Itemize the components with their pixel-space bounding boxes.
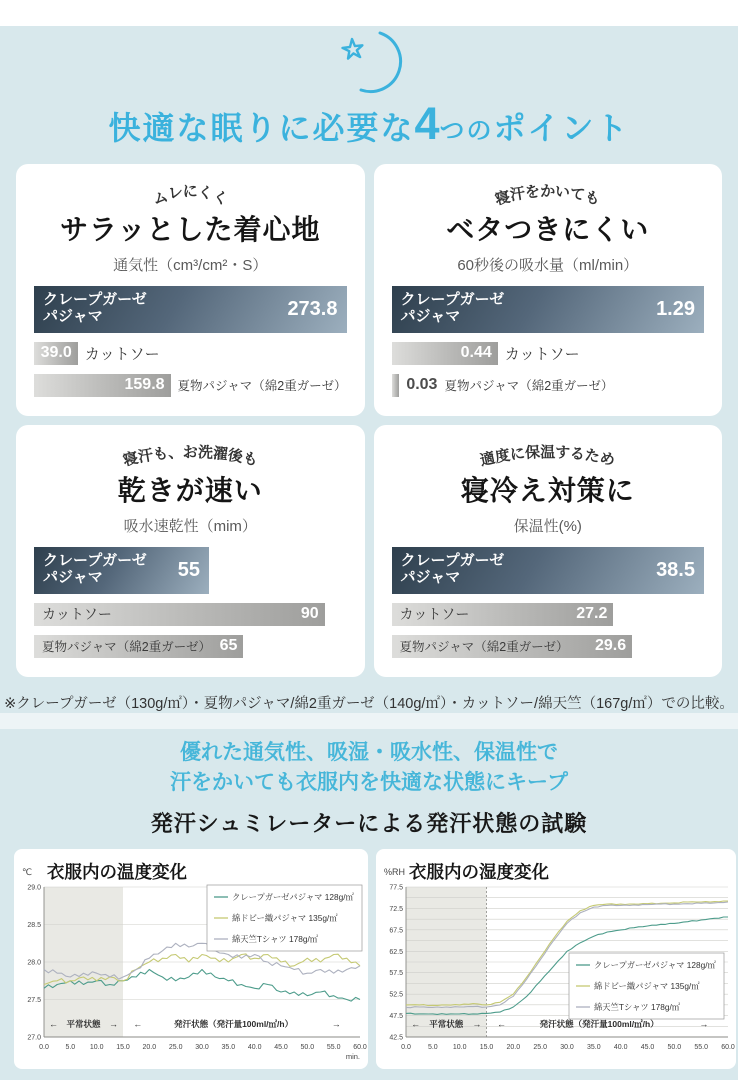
legend-label: クレープガーゼパジャマ 128g/㎡ bbox=[594, 959, 716, 970]
chart-title: 衣服内の湿度変化 bbox=[409, 861, 549, 882]
card-tagline: 適度に保温するため bbox=[478, 443, 617, 470]
sweat-state-label: 発汗状態（発汗量100ml/㎡/h） bbox=[539, 1018, 659, 1029]
sweat-state-label: 発汗状態（発汗量100ml/㎡/h） bbox=[174, 1018, 294, 1029]
y-tick-label: 47.5 bbox=[389, 1012, 403, 1020]
temperature-line-chart bbox=[14, 849, 368, 1069]
legend-label: 綿天竺Tシャツ 178g/㎡ bbox=[594, 1001, 681, 1012]
arrow-left: ← bbox=[497, 1018, 507, 1029]
card-tagline: ムレにくく bbox=[151, 182, 230, 209]
x-tick-label: 45.0 bbox=[640, 1043, 655, 1051]
primary-bar-label: クレープガーゼ パジャマ bbox=[400, 291, 505, 326]
x-tick-label: 0.0 bbox=[39, 1043, 49, 1051]
gray-bar bbox=[34, 603, 325, 626]
card-metric-label: 保温性(%) bbox=[513, 517, 582, 535]
x-tick-label: 0.0 bbox=[401, 1043, 411, 1051]
gray-bar bbox=[392, 342, 498, 365]
bar-value: 0.44 bbox=[460, 344, 492, 362]
gray-bar bbox=[34, 374, 171, 397]
primary-bar bbox=[34, 286, 347, 333]
gray-bar bbox=[392, 374, 400, 397]
bar-row bbox=[392, 547, 705, 594]
primary-bar-label: クレープガーゼ パジャマ bbox=[43, 552, 147, 587]
bar-row bbox=[392, 635, 705, 658]
bar-label: 夏物パジャマ（綿2重ガーゼ） bbox=[399, 640, 569, 655]
bar-row bbox=[392, 603, 705, 626]
primary-bar bbox=[392, 547, 705, 594]
card-headline: 寝冷え対策に bbox=[460, 474, 635, 506]
normal-state-label: 平常状態 bbox=[429, 1018, 464, 1029]
y-tick-label: 52.5 bbox=[389, 991, 403, 999]
card-tagline: 寝汗も、お洗濯後も bbox=[121, 443, 260, 470]
x-tick-label: 20.0 bbox=[506, 1043, 521, 1051]
x-tick-label: 60.0 bbox=[353, 1043, 367, 1051]
moon-wrap bbox=[0, 30, 738, 96]
primary-bar-label: クレープガーゼ パジャマ bbox=[43, 291, 147, 326]
x-tick-label: 10.0 bbox=[452, 1043, 467, 1051]
card-bar-chart bbox=[34, 547, 347, 658]
x-tick-label: 55.0 bbox=[694, 1043, 708, 1051]
y-axis-unit: ℃ bbox=[22, 866, 33, 877]
x-tick-label: 45.0 bbox=[274, 1043, 288, 1051]
x-tick-label: 5.0 bbox=[427, 1043, 438, 1051]
x-tick-label: 15.0 bbox=[479, 1043, 494, 1051]
feature-card-1 bbox=[16, 164, 365, 416]
bar-row bbox=[34, 635, 347, 658]
feature-card-3 bbox=[16, 425, 365, 677]
x-tick-label: 25.0 bbox=[168, 1043, 183, 1051]
bar-row bbox=[34, 374, 347, 397]
gray-bar bbox=[34, 342, 78, 365]
y-tick-label: 28.0 bbox=[27, 959, 41, 967]
bar-value: 0.03 bbox=[406, 376, 438, 394]
bar-row bbox=[34, 603, 347, 626]
bar-row bbox=[34, 286, 347, 333]
x-tick-label: 30.0 bbox=[195, 1043, 209, 1051]
card-headline: 乾きが速い bbox=[117, 474, 263, 506]
bar-label: 夏物パジャマ（綿2重ガーゼ） bbox=[444, 379, 614, 394]
bar-row bbox=[34, 547, 347, 594]
gray-bar bbox=[392, 635, 633, 658]
bar-label: 夏物パジャマ（綿2重ガーゼ） bbox=[177, 379, 347, 394]
bar-row bbox=[392, 342, 705, 365]
bar-value: 29.6 bbox=[594, 637, 627, 655]
bar-value: 65 bbox=[219, 637, 238, 655]
x-tick-label: 55.0 bbox=[326, 1043, 341, 1051]
x-tick-label: 50.0 bbox=[667, 1043, 682, 1051]
gray-bar bbox=[34, 635, 243, 658]
chart-title: 衣服内の温度変化 bbox=[47, 861, 187, 882]
card-metric-label: 60秒後の吸水量（ml/min） bbox=[457, 256, 639, 274]
top-margin-strip bbox=[0, 0, 738, 26]
x-tick-label: 35.0 bbox=[221, 1043, 236, 1051]
card-tagline: 寝汗をかいても bbox=[493, 182, 602, 209]
arrow-right: → bbox=[109, 1018, 119, 1029]
x-tick-label: 50.0 bbox=[300, 1043, 315, 1051]
y-tick-label: 42.5 bbox=[389, 1034, 403, 1042]
bar-value: 39.0 bbox=[40, 344, 72, 362]
bar-label: カットソー bbox=[504, 345, 580, 363]
bar-value: 27.2 bbox=[576, 605, 608, 623]
section-divider bbox=[0, 713, 738, 729]
feature-card-4 bbox=[374, 425, 723, 677]
y-tick-label: 67.5 bbox=[389, 926, 403, 934]
legend-label: クレープガーゼパジャマ 128g/㎡ bbox=[232, 891, 354, 902]
x-tick-label: 5.0 bbox=[65, 1043, 76, 1051]
arrow-left: ← bbox=[48, 1018, 58, 1029]
card-bar-chart bbox=[34, 286, 347, 397]
y-tick-label: 57.5 bbox=[389, 969, 403, 977]
primary-bar-value: 1.29 bbox=[656, 297, 695, 320]
bar-label: カットソー bbox=[42, 606, 112, 623]
x-tick-label: 25.0 bbox=[533, 1043, 547, 1051]
star-icon bbox=[343, 39, 363, 59]
crescent-moon-icon bbox=[314, 30, 424, 96]
arrow-right: → bbox=[472, 1018, 482, 1029]
bar-row bbox=[34, 342, 347, 365]
card-bar-chart bbox=[392, 547, 705, 658]
y-axis-unit: %RH bbox=[384, 866, 406, 877]
x-tick-label: 30.0 bbox=[560, 1043, 574, 1051]
legend-label: 綿ドビー織パジャマ 135g/㎡ bbox=[594, 980, 700, 991]
arrow-left: ← bbox=[133, 1018, 143, 1029]
comparison-footnote: ※クレープガーゼ（130g/㎡）・夏物パジャマ/綿2重ガーゼ（140g/㎡）・カットソー/綿天竺（167g/㎡）での比較。 bbox=[4, 695, 734, 712]
feature-cards-grid bbox=[0, 164, 738, 677]
x-tick-label: 20.0 bbox=[142, 1043, 157, 1051]
card-bar-chart bbox=[392, 286, 705, 397]
primary-bar bbox=[34, 547, 209, 594]
y-tick-label: 72.5 bbox=[389, 905, 403, 913]
x-tick-label: 40.0 bbox=[247, 1043, 262, 1051]
x-tick-label: 35.0 bbox=[587, 1043, 601, 1051]
humidity-line-chart bbox=[376, 849, 736, 1069]
y-tick-label: 27.0 bbox=[27, 1034, 41, 1042]
bar-value: 90 bbox=[300, 605, 319, 623]
feature-card-2 bbox=[374, 164, 723, 416]
y-tick-label: 29.0 bbox=[27, 884, 41, 892]
bar-row bbox=[392, 286, 705, 333]
x-axis-unit: min. bbox=[345, 1051, 360, 1061]
temperature-chart-panel bbox=[14, 849, 368, 1069]
primary-bar bbox=[392, 286, 705, 333]
bar-label: カットソー bbox=[399, 606, 470, 623]
charts-row bbox=[0, 849, 738, 1069]
x-tick-label: 10.0 bbox=[89, 1043, 104, 1051]
gray-bar bbox=[392, 603, 614, 626]
arrow-left: ← bbox=[411, 1018, 421, 1029]
card-metric-label: 通気性（cm³/cm²・S） bbox=[113, 256, 268, 274]
y-tick-label: 77.5 bbox=[389, 884, 403, 892]
arrow-right: → bbox=[331, 1018, 341, 1029]
sweat-test-section bbox=[0, 729, 738, 1080]
bar-row bbox=[392, 374, 705, 397]
arrow-right: → bbox=[699, 1018, 709, 1029]
card-headline: ベタつきにくい bbox=[446, 213, 650, 245]
bar-value: 159.8 bbox=[124, 376, 165, 394]
humidity-chart-panel bbox=[376, 849, 736, 1069]
y-tick-label: 62.5 bbox=[389, 948, 403, 956]
x-tick-label: 15.0 bbox=[116, 1043, 130, 1051]
primary-bar-value: 273.8 bbox=[287, 297, 338, 320]
legend-label: 綿ドビー織パジャマ 135g/㎡ bbox=[232, 912, 338, 923]
y-tick-label: 28.5 bbox=[27, 921, 41, 929]
y-tick-label: 27.5 bbox=[27, 996, 41, 1004]
four-points-section bbox=[0, 26, 738, 713]
legend-label: 綿天竺Tシャツ 178g/㎡ bbox=[232, 933, 319, 944]
primary-bar-value: 38.5 bbox=[656, 558, 695, 581]
primary-bar-value: 55 bbox=[177, 558, 200, 581]
x-tick-label: 40.0 bbox=[613, 1043, 628, 1051]
primary-bar-label: クレープガーゼ パジャマ bbox=[400, 552, 505, 587]
bar-label: カットソー bbox=[84, 345, 160, 363]
bar-label: 夏物パジャマ（綿2重ガーゼ） bbox=[42, 640, 211, 655]
page-title: 快適な眠りに必要な4つのポイント bbox=[108, 98, 630, 149]
card-headline: サラッとした着心地 bbox=[60, 213, 321, 245]
x-tick-label: 60.0 bbox=[721, 1043, 735, 1051]
test-heading: 発汗シュミレーターによる発汗状態の試験 bbox=[150, 810, 588, 836]
card-metric-label: 吸水速乾性（mim） bbox=[123, 517, 257, 535]
lead-copy: 優れた通気性、吸湿・吸水性、保温性で 汗をかいても衣服内を快適な状態にキープ bbox=[170, 740, 568, 794]
normal-state-label: 平常状態 bbox=[66, 1018, 101, 1029]
